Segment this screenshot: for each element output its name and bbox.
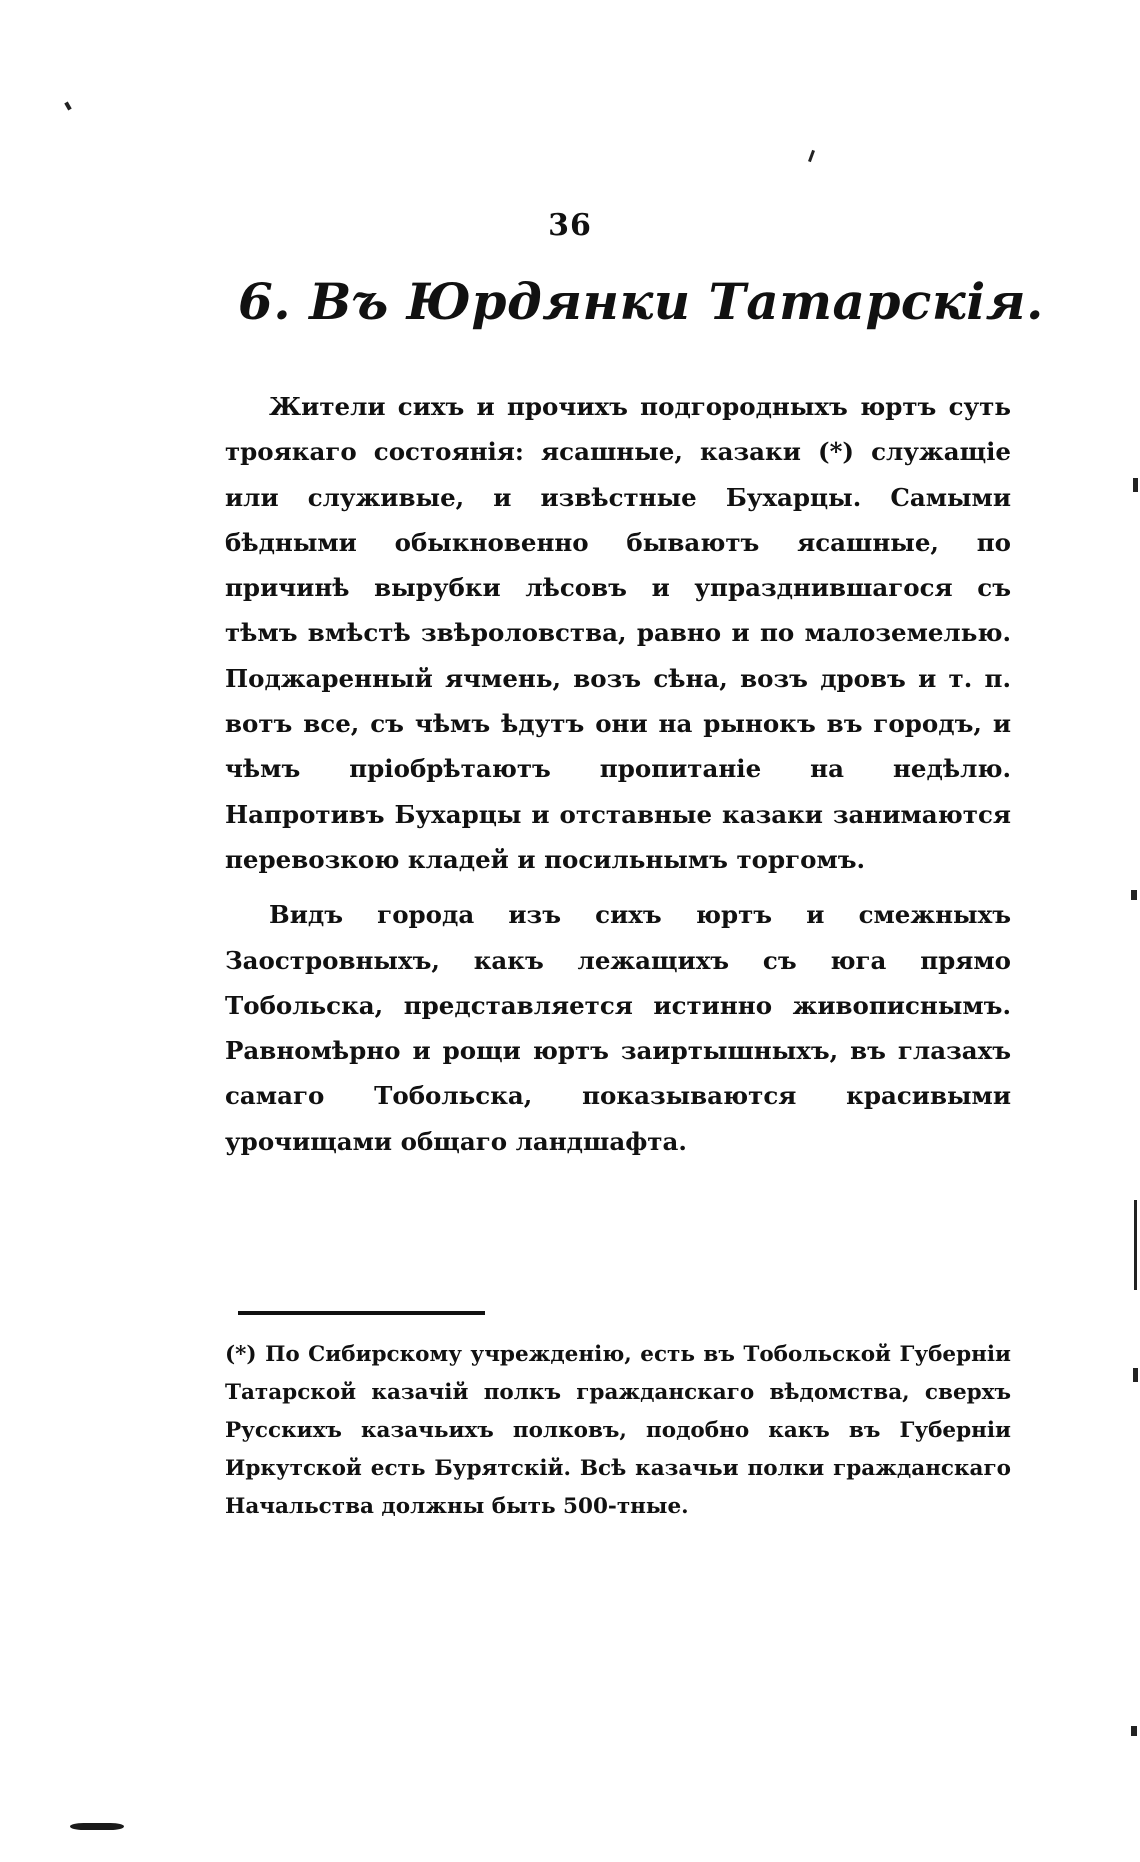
scan-edge-mark [1131,1726,1137,1736]
scan-speck [64,102,71,111]
footnote [225,1336,1011,1526]
page-number: 36 [548,208,592,243]
scan-speck [808,150,815,162]
scan-edge-mark [1131,890,1137,900]
scan-edge-mark [1133,1368,1138,1382]
scan-edge-mark [1133,478,1138,492]
footnote-separator [238,1311,485,1315]
paragraph-2: Видъ города изъ сихъ юртъ и смежныхъ Заостровныхъ, какъ лежащихъ съ юга прямо Тобольска, представляется истинно живописнымъ. Равномѣрно и рощи юртъ заиртышныхъ, въ глазахъ самаго Тобольска, показываются красивыми урочищами общаго ландшафта. [225,900,1011,1156]
paragraph-1: Жители сихъ и прочихъ подгородныхъ юртъ суть троякаго состоянія: ясашные, казаки (*) служащіе или служивые, и извѣстные Бухарцы. Самыми бѣдными обыкновенно бываютъ ясашные, по причинѣ вырубки лѣсовъ и упразднившагося съ тѣмъ вмѣстѣ звѣроловства, равно и по малоземелью. Поджаренный ячмень, возъ сѣна, возъ дровъ и т. п. вотъ все, съ чѣмъ ѣдутъ они на рынокъ въ городъ, и чѣмъ пріобрѣтаютъ пропитаніе на недѣлю. Напротивъ Бухарцы и отставные казаки занимаются перевозкою кладей и посильнымъ торгомъ. [225,392,1011,874]
section-heading: 6. Въ Юрдянки Татарскія. [238,272,1044,331]
scan-edge-line [1134,1200,1137,1290]
ink-smudge [70,1823,124,1830]
footnote-text: (*) По Сибирскому учрежденію, есть въ Тобольской Губерніи Татарской казачій полкъ гражданскаго вѣдомства, сверхъ Русскихъ казачьихъ полковъ, подобно какъ въ Губерніи Иркутской есть Бурятскій. Всѣ казачьи полки гражданскаго Начальства должны быть 500-тные. [225,1342,1011,1519]
body-text [225,384,1011,1164]
